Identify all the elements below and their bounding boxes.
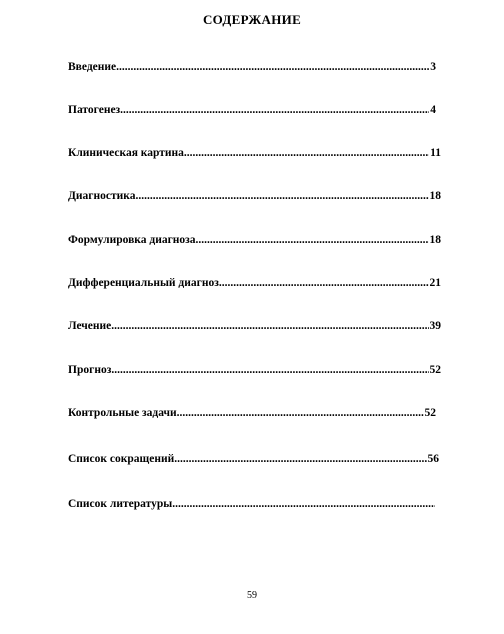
toc-entry-page: 52: [429, 364, 441, 376]
toc-leader-dots: [174, 452, 426, 466]
toc-entry-label: Контрольные задачи: [68, 407, 177, 419]
toc-entry-label: Диагностика: [68, 190, 136, 202]
toc-entry-label: Список сокращений: [68, 453, 175, 465]
toc-entry-label: Лечение: [68, 320, 112, 332]
toc-entry-label: Введение: [68, 61, 117, 73]
toc-entry-references: [68, 497, 436, 511]
toc-entry-prognosis: [68, 363, 441, 377]
toc-leader-dots: [219, 276, 429, 290]
toc-leader-dots: [111, 319, 428, 333]
toc-entry-page: 18: [429, 234, 441, 246]
toc-entry-label: Список литературы: [68, 498, 173, 510]
toc-entry-page: 18: [429, 190, 441, 202]
toc-leader-dots: [135, 189, 428, 203]
toc-entry-page: 3: [430, 61, 436, 73]
toc-entry-diagnostics: [68, 189, 441, 203]
toc-leader-dots: [120, 103, 429, 117]
toc-entry-label: Дифференциальный диагноз: [68, 277, 219, 289]
toc-entry-page: 52: [424, 407, 436, 419]
toc-entry-label: Патогенез: [68, 104, 121, 116]
toc-leader-dots: [184, 146, 429, 160]
toc-entry-page: 56: [427, 453, 439, 465]
toc-entry-abbreviations: [68, 452, 439, 466]
toc-entry-page: 11: [430, 147, 441, 159]
toc-entry-pathogenesis: [68, 103, 436, 117]
toc-entry-introduction: [68, 60, 436, 74]
toc-leader-dots: [116, 60, 429, 74]
toc-entry-diagnosis-formulation: [68, 233, 441, 247]
toc-entry-treatment: [68, 319, 441, 333]
toc-leader-dots: [172, 497, 435, 511]
toc-entry-differential-diagnosis: [68, 276, 441, 290]
toc-leader-dots: [177, 406, 424, 420]
toc-entry-control-tasks: [68, 406, 436, 420]
toc-leader-dots: [111, 363, 428, 377]
page-number: 59: [247, 590, 257, 601]
toc-entry-page: 21: [429, 277, 441, 289]
page-title: СОДЕРЖАНИЕ: [202, 12, 302, 27]
toc-entry-label: Клиническая картина: [68, 147, 184, 159]
toc-entry-page: 39: [429, 320, 441, 332]
toc-entry-label: Формулировка диагноза: [68, 234, 196, 246]
toc-entry-clinical-picture: [68, 146, 441, 160]
toc-leader-dots: [196, 233, 429, 247]
toc-entry-page: 4: [430, 104, 436, 116]
toc-entry-label: Прогноз: [68, 364, 112, 376]
